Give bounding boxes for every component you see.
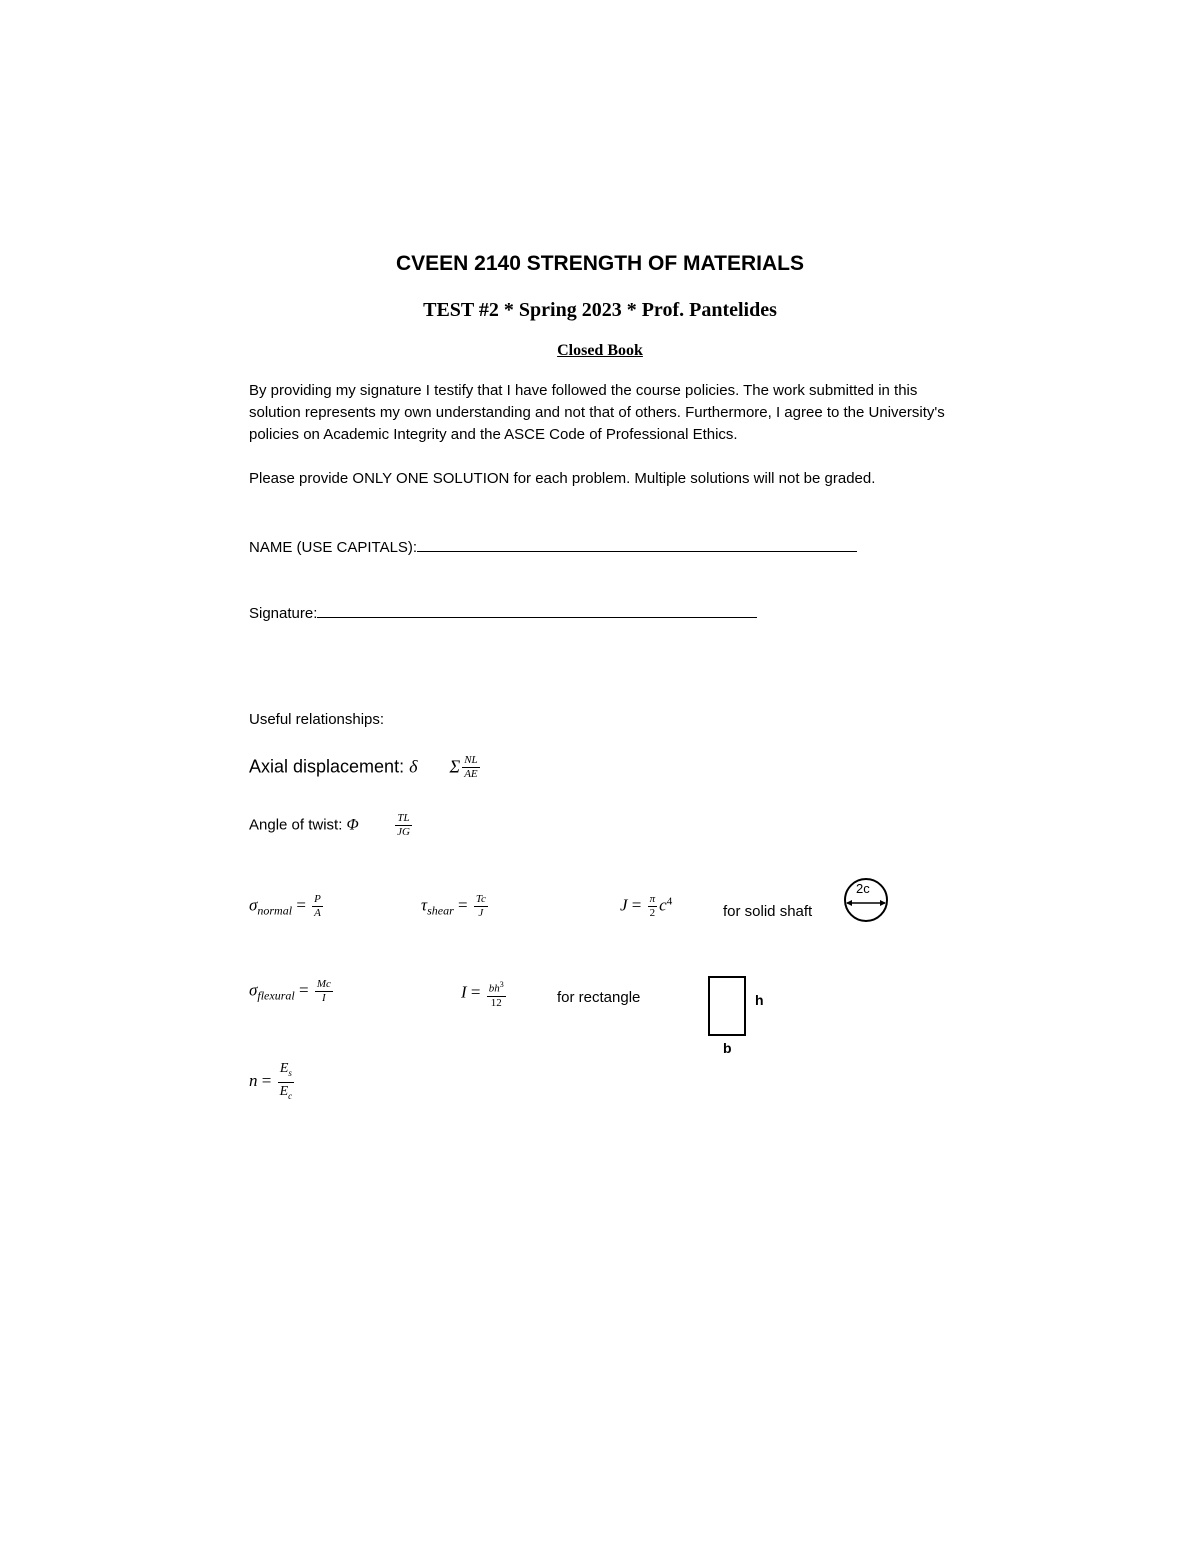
rectangle-note: for rectangle [557, 989, 641, 1006]
axial-numerator: NL [464, 754, 478, 766]
name-field-row [249, 533, 857, 559]
shear-numerator: Tc [475, 893, 486, 905]
rectangle-width-label: b [723, 1040, 732, 1056]
integrity-statement: By providing my signature I testify that I have followed the course policies. The work submitted in this solution represents my own understanding and not that of others. Furthermore, I agree to the University's policies on Academic Integrity and the ASCE Code of Professional Ethics. [249, 382, 945, 443]
diameter-arrow-right [880, 900, 886, 906]
polar-numerator: π [649, 893, 656, 905]
flexural-subscript: flexural [257, 988, 295, 1003]
polar-moment-formula [620, 893, 672, 920]
relationships-heading: Useful relationships: [249, 711, 385, 728]
twist-label: Angle of twist: [249, 816, 347, 834]
twist-fraction [395, 812, 412, 839]
axial-label: Axial displacement: [249, 756, 410, 777]
flexural-stress-formula [249, 978, 335, 1005]
shear-stress-formula [421, 893, 490, 920]
inertia-i: I [461, 982, 467, 1002]
shear-subscript: shear [427, 903, 454, 918]
axial-denominator: AE [464, 768, 478, 780]
flexural-sigma: σ [249, 980, 258, 1000]
normal-fraction [312, 893, 323, 920]
shear-denominator: J [478, 907, 484, 919]
modular-denominator-sub: c [288, 1090, 293, 1101]
twist-numerator: TL [397, 812, 410, 824]
diameter-arrow-left [846, 900, 852, 906]
inertia-formula [461, 978, 508, 1010]
angle-of-twist-formula [249, 812, 414, 839]
polar-variable: c [659, 895, 667, 915]
axial-sigma: Σ [449, 756, 461, 777]
flexural-fraction [315, 978, 333, 1005]
modular-denominator-base: E [279, 1083, 289, 1099]
normal-numerator: P [314, 893, 321, 905]
solid-shaft-note: for solid shaft [723, 903, 813, 920]
axial-displacement-formula [249, 754, 482, 781]
solution-instruction: Please provide ONLY ONE SOLUTION for each problem. Multiple solutions will not be graded. [249, 470, 876, 487]
signature-label: Signature: [249, 605, 318, 622]
polar-fraction [648, 893, 658, 920]
inertia-denominator: 12 [490, 996, 502, 1009]
polar-exponent: 4 [666, 895, 673, 908]
shear-fraction [474, 893, 488, 920]
flexural-numerator: Mc [316, 978, 331, 990]
modular-n: n [249, 1071, 258, 1091]
shear-tau: τ [421, 895, 428, 915]
name-field[interactable] [417, 533, 857, 552]
exam-title: CVEEN 2140 STRENGTH OF MATERIALS [395, 252, 804, 275]
polar-denominator: 2 [649, 907, 656, 919]
signature-field-row [249, 599, 757, 625]
modular-numerator-sub: s [288, 1067, 292, 1078]
rectangle-diagram [708, 976, 746, 1036]
axial-delta: δ [409, 756, 418, 777]
polar-equals: = [631, 895, 642, 915]
flexural-denominator: I [322, 992, 326, 1004]
axial-fraction [462, 754, 479, 781]
shaft-diameter-label: 2c [856, 881, 870, 896]
inertia-numerator-base: bh [488, 982, 500, 995]
modular-denominator [278, 1083, 295, 1105]
exam-subtitle: TEST #2 * Spring 2023 * Prof. Pantelides [423, 299, 777, 321]
flexural-equals: = [298, 980, 309, 1000]
modular-numerator-base: E [279, 1061, 289, 1076]
modular-ratio-formula [249, 1060, 296, 1105]
twist-phi: Φ [346, 816, 359, 834]
inertia-fraction [487, 978, 506, 1010]
name-label: NAME (USE CAPITALS): [249, 539, 418, 556]
twist-denominator: JG [397, 826, 410, 838]
inertia-numerator-exponent: 3 [499, 980, 504, 989]
modular-fraction [278, 1060, 295, 1105]
normal-sigma: σ [249, 895, 258, 915]
inertia-equals: = [470, 982, 481, 1002]
closed-book-note: Closed Book [557, 342, 643, 359]
modular-numerator [278, 1060, 294, 1083]
inertia-numerator [487, 978, 506, 997]
shear-equals: = [458, 895, 468, 915]
normal-denominator: A [314, 907, 321, 919]
rectangle-height-label: h [755, 992, 764, 1008]
normal-stress-formula [249, 893, 325, 920]
signature-field[interactable] [317, 599, 757, 618]
normal-equals: = [296, 895, 306, 915]
polar-j: J [620, 895, 628, 915]
normal-subscript: normal [257, 903, 293, 918]
modular-equals: = [261, 1071, 272, 1091]
